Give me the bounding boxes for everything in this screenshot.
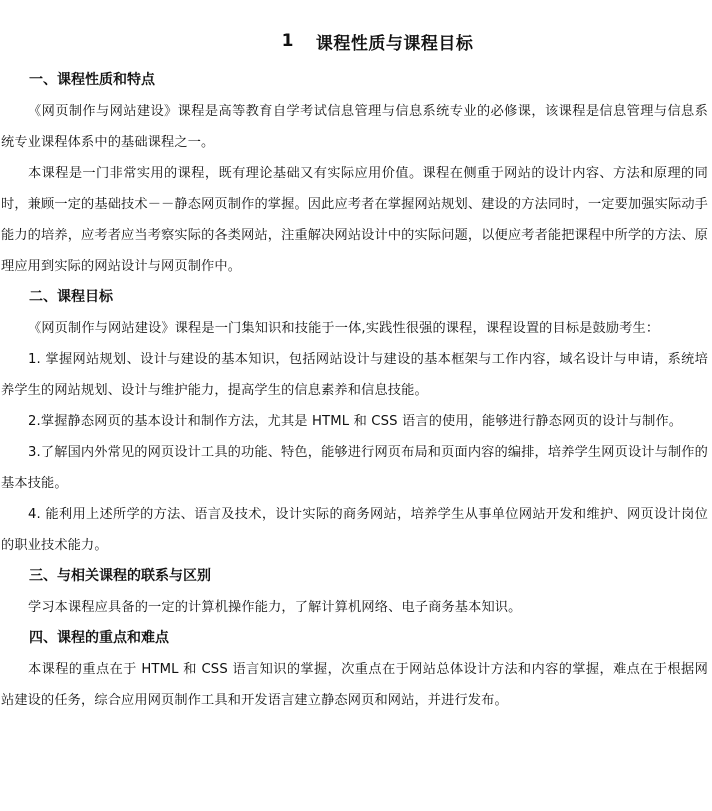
paragraph-key-points: 本课程的重点在于 HTML 和 CSS 语言知识的掌握，次重点在于网站总体设计方法和内容的掌握，难点在于根据网站建设的任务，综合应用网页制作工具和开发语言建立静态网页和网站，并进行发布。 <box>1 662 708 708</box>
section-heading-nature: 一、课程性质和特点 <box>29 72 155 88</box>
page-title <box>1 28 708 54</box>
paragraph-goal-4: 4. 能利用上述所学的方法、语言及技术，设计实际的商务网站，培养学生从事单位网站开发和维护、网页设计岗位的职业技术能力。 <box>1 507 708 553</box>
paragraph-goal-3: 3.了解国内外常见的网页设计工具的功能、特色，能够进行网页布局和页面内容的编排，培养学生网页设计与制作的基本技能。 <box>1 445 708 491</box>
chapter-number: 1 <box>281 31 294 51</box>
section-heading-key-points: 四、课程的重点和难点 <box>29 630 169 646</box>
paragraph-relation: 学习本课程应具备的一定的计算机操作能力，了解计算机网络、电子商务基本知识。 <box>28 600 522 615</box>
paragraph-nature-1: 《网页制作与网站建设》课程是高等教育自学考试信息管理与信息系统专业的必修课，该课程是信息管理与信息系统专业课程体系中的基础课程之一。 <box>1 104 708 150</box>
paragraph-nature-2: 本课程是一门非常实用的课程，既有理论基础又有实际应用价值。课程在侧重于网站的设计内容、方法和原理的同时，兼顾一定的基础技术－－静态网页制作的掌握。因此应考者在掌握网站规划、建设的方法同时，一定要加强实际动手能力的培养，应考者应当考察实际的各类网站，注重解决网站设计中的实际问题，以便应考者能把课程中所学的方法、原理应用到实际的网站设计与网页制作中。 <box>1 166 708 274</box>
section-heading-relation: 三、与相关课程的联系与区别 <box>29 568 211 584</box>
paragraph-goals-intro: 《网页制作与网站建设》课程是一门集知识和技能于一体,实践性很强的课程，课程设置的目标是鼓励考生： <box>28 321 660 336</box>
paragraph-goal-1: 1. 掌握网站规划、设计与建设的基本知识，包括网站设计与建设的基本框架与工作内容，域名设计与申请，系统培养学生的网站规划、设计与维护能力，提高学生的信息素养和信息技能。 <box>1 352 708 398</box>
paragraph-goal-2: 2.掌握静态网页的基本设计和制作方法，尤其是 HTML 和 CSS 语言的使用，能够进行静态网页的设计与制作。 <box>28 414 683 429</box>
section-heading-goals: 二、课程目标 <box>29 289 113 305</box>
chapter-title: 课程性质与课程目标 <box>315 33 474 54</box>
